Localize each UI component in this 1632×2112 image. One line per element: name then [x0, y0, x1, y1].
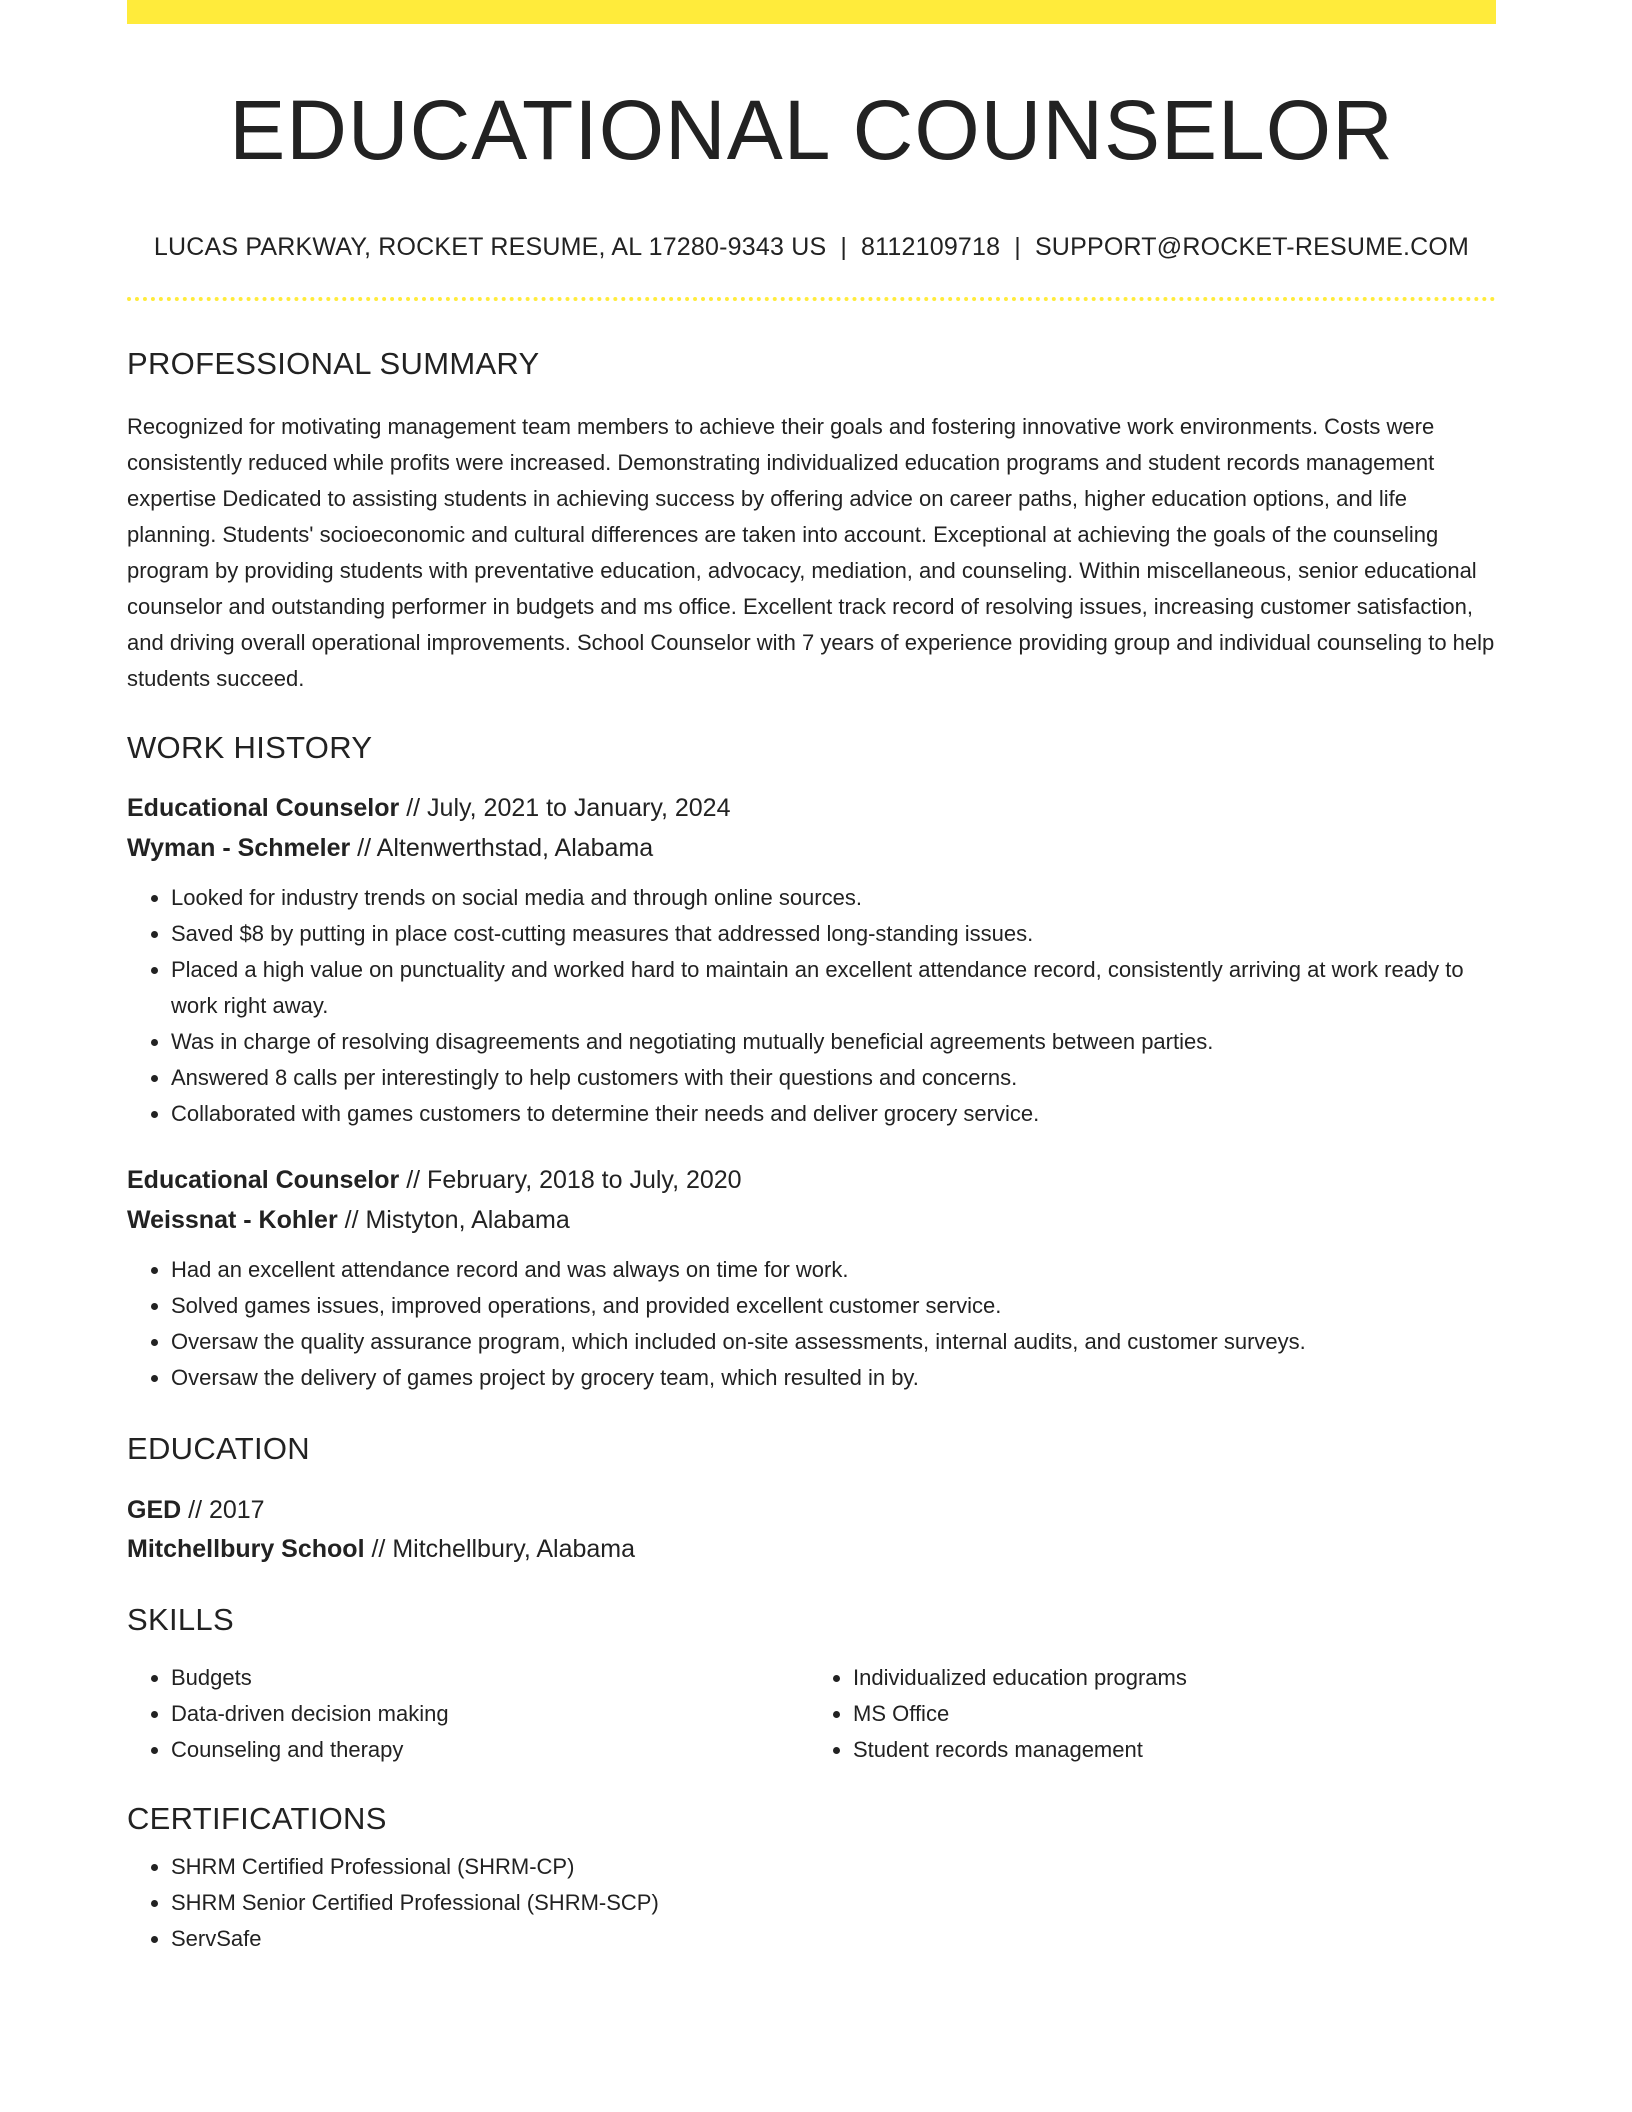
job-title-line	[127, 1160, 1496, 1200]
skills-grid	[127, 1660, 1496, 1768]
job-role: Educational Counselor	[127, 793, 400, 822]
section-title-certifications: CERTIFICATIONS	[127, 1801, 387, 1837]
skills-column-left	[127, 1660, 801, 1768]
job-company-line	[127, 1200, 1496, 1240]
job-bullet: • Oversaw the delivery of games project by grocery team, which resulted in by.	[171, 1360, 1496, 1396]
skill-item: • Budgets	[171, 1660, 801, 1696]
job-bullet-list	[127, 1252, 1496, 1396]
job-entry	[127, 1160, 1496, 1396]
resume-page	[127, 0, 1496, 1957]
skill-item: • MS Office	[853, 1696, 1483, 1732]
certification-item: • SHRM Senior Certified Professional (SHRM-SCP)	[171, 1885, 1496, 1921]
certification-item: • SHRM Certified Professional (SHRM-CP)	[171, 1849, 1496, 1885]
contact-phone: 8112109718	[861, 233, 1001, 262]
job-bullet: • Had an excellent attendance record and was always on time for work.	[171, 1252, 1496, 1288]
education-school-line	[127, 1530, 1496, 1569]
skills-column-right	[801, 1660, 1483, 1768]
skill-item: • Student records management	[853, 1732, 1483, 1768]
job-bullet-list	[127, 880, 1496, 1132]
header-divider	[127, 297, 1496, 301]
job-company-line	[127, 828, 1496, 868]
section-title-skills: SKILLS	[127, 1601, 234, 1637]
contact-separator: |	[1014, 233, 1021, 262]
resume-name: EDUCATIONAL COUNSELOR	[229, 83, 1394, 177]
contact-email[interactable]: SUPPORT@ROCKET-RESUME.COM	[1034, 233, 1470, 262]
job-bullet: • Saved $8 by putting in place cost-cutting measures that addressed long-standing issues.	[171, 916, 1496, 952]
contact-line	[127, 232, 1496, 262]
skill-item: • Data-driven decision making	[171, 1696, 801, 1732]
job-title-line	[127, 788, 1496, 828]
job-bullet: • Placed a high value on punctuality and worked hard to maintain an excellent attendance record, consistently arriving at work ready to work right away.	[171, 952, 1496, 1024]
education-year: // 2017	[181, 1495, 265, 1524]
education-degree: GED	[127, 1495, 182, 1524]
skill-item: • Counseling and therapy	[171, 1732, 801, 1768]
top-accent-bar	[127, 0, 1496, 24]
job-role: Educational Counselor	[127, 1165, 400, 1194]
summary-text: Recognized for motivating management team members to achieve their goals and fostering innovative work environments. Costs were consistently reduced while profits were increased. Demonstrating individualized education programs and student records management expertise Dedicated to assisting students in achieving success by offering advice on career paths, higher education options, and life planning. Students' socioeconomic and cultural differences are taken into account. Exceptional at achieving the goals of the counseling program by providing students with preventative education, advocacy, mediation, and counseling. Within miscellaneous, senior educational counselor and outstanding performer in budgets and ms office. Excellent track record of resolving issues, increasing customer satisfaction, and driving overall operational improvements. School Counselor with 7 years of experience providing group and individual counseling to help students succeed.	[127, 413, 1495, 691]
job-company: Weissnat - Kohler	[127, 1205, 338, 1234]
job-dates: // February, 2018 to July, 2020	[399, 1165, 742, 1194]
education-degree-line	[127, 1491, 1496, 1530]
job-dates: // July, 2021 to January, 2024	[399, 793, 731, 822]
job-entry	[127, 788, 1496, 1132]
job-bullet: • Solved games issues, improved operations, and provided excellent customer service.	[171, 1288, 1496, 1324]
education-school: Mitchellbury School	[127, 1534, 365, 1563]
section-title-work-history: WORK HISTORY	[127, 729, 373, 765]
contact-separator: |	[840, 233, 848, 262]
section-title-summary: PROFESSIONAL SUMMARY	[127, 346, 540, 382]
job-bullet: • Answered 8 calls per interestingly to help customers with their questions and concerns.	[171, 1060, 1496, 1096]
job-location: // Mistyton, Alabama	[337, 1205, 570, 1234]
contact-address: LUCAS PARKWAY, ROCKET RESUME, AL 17280-9343 US	[153, 233, 827, 262]
education-location: // Mitchellbury, Alabama	[364, 1534, 636, 1563]
job-bullet: • Oversaw the quality assurance program, which included on-site assessments, internal audits, and customer surveys.	[171, 1324, 1496, 1360]
job-bullet: • Collaborated with games customers to determine their needs and deliver grocery service.	[171, 1096, 1496, 1132]
job-bullet: • Looked for industry trends on social media and through online sources.	[171, 880, 1496, 916]
skill-item: • Individualized education programs	[853, 1660, 1483, 1696]
job-company: Wyman - Schmeler	[127, 833, 351, 862]
job-bullet: • Was in charge of resolving disagreements and negotiating mutually beneficial agreements between parties.	[171, 1024, 1496, 1060]
section-title-education: EDUCATION	[127, 1430, 310, 1466]
certification-item: • ServSafe	[171, 1921, 1496, 1957]
certifications-list	[127, 1849, 1496, 1957]
job-location: // Altenwerthstad, Alabama	[350, 833, 654, 862]
